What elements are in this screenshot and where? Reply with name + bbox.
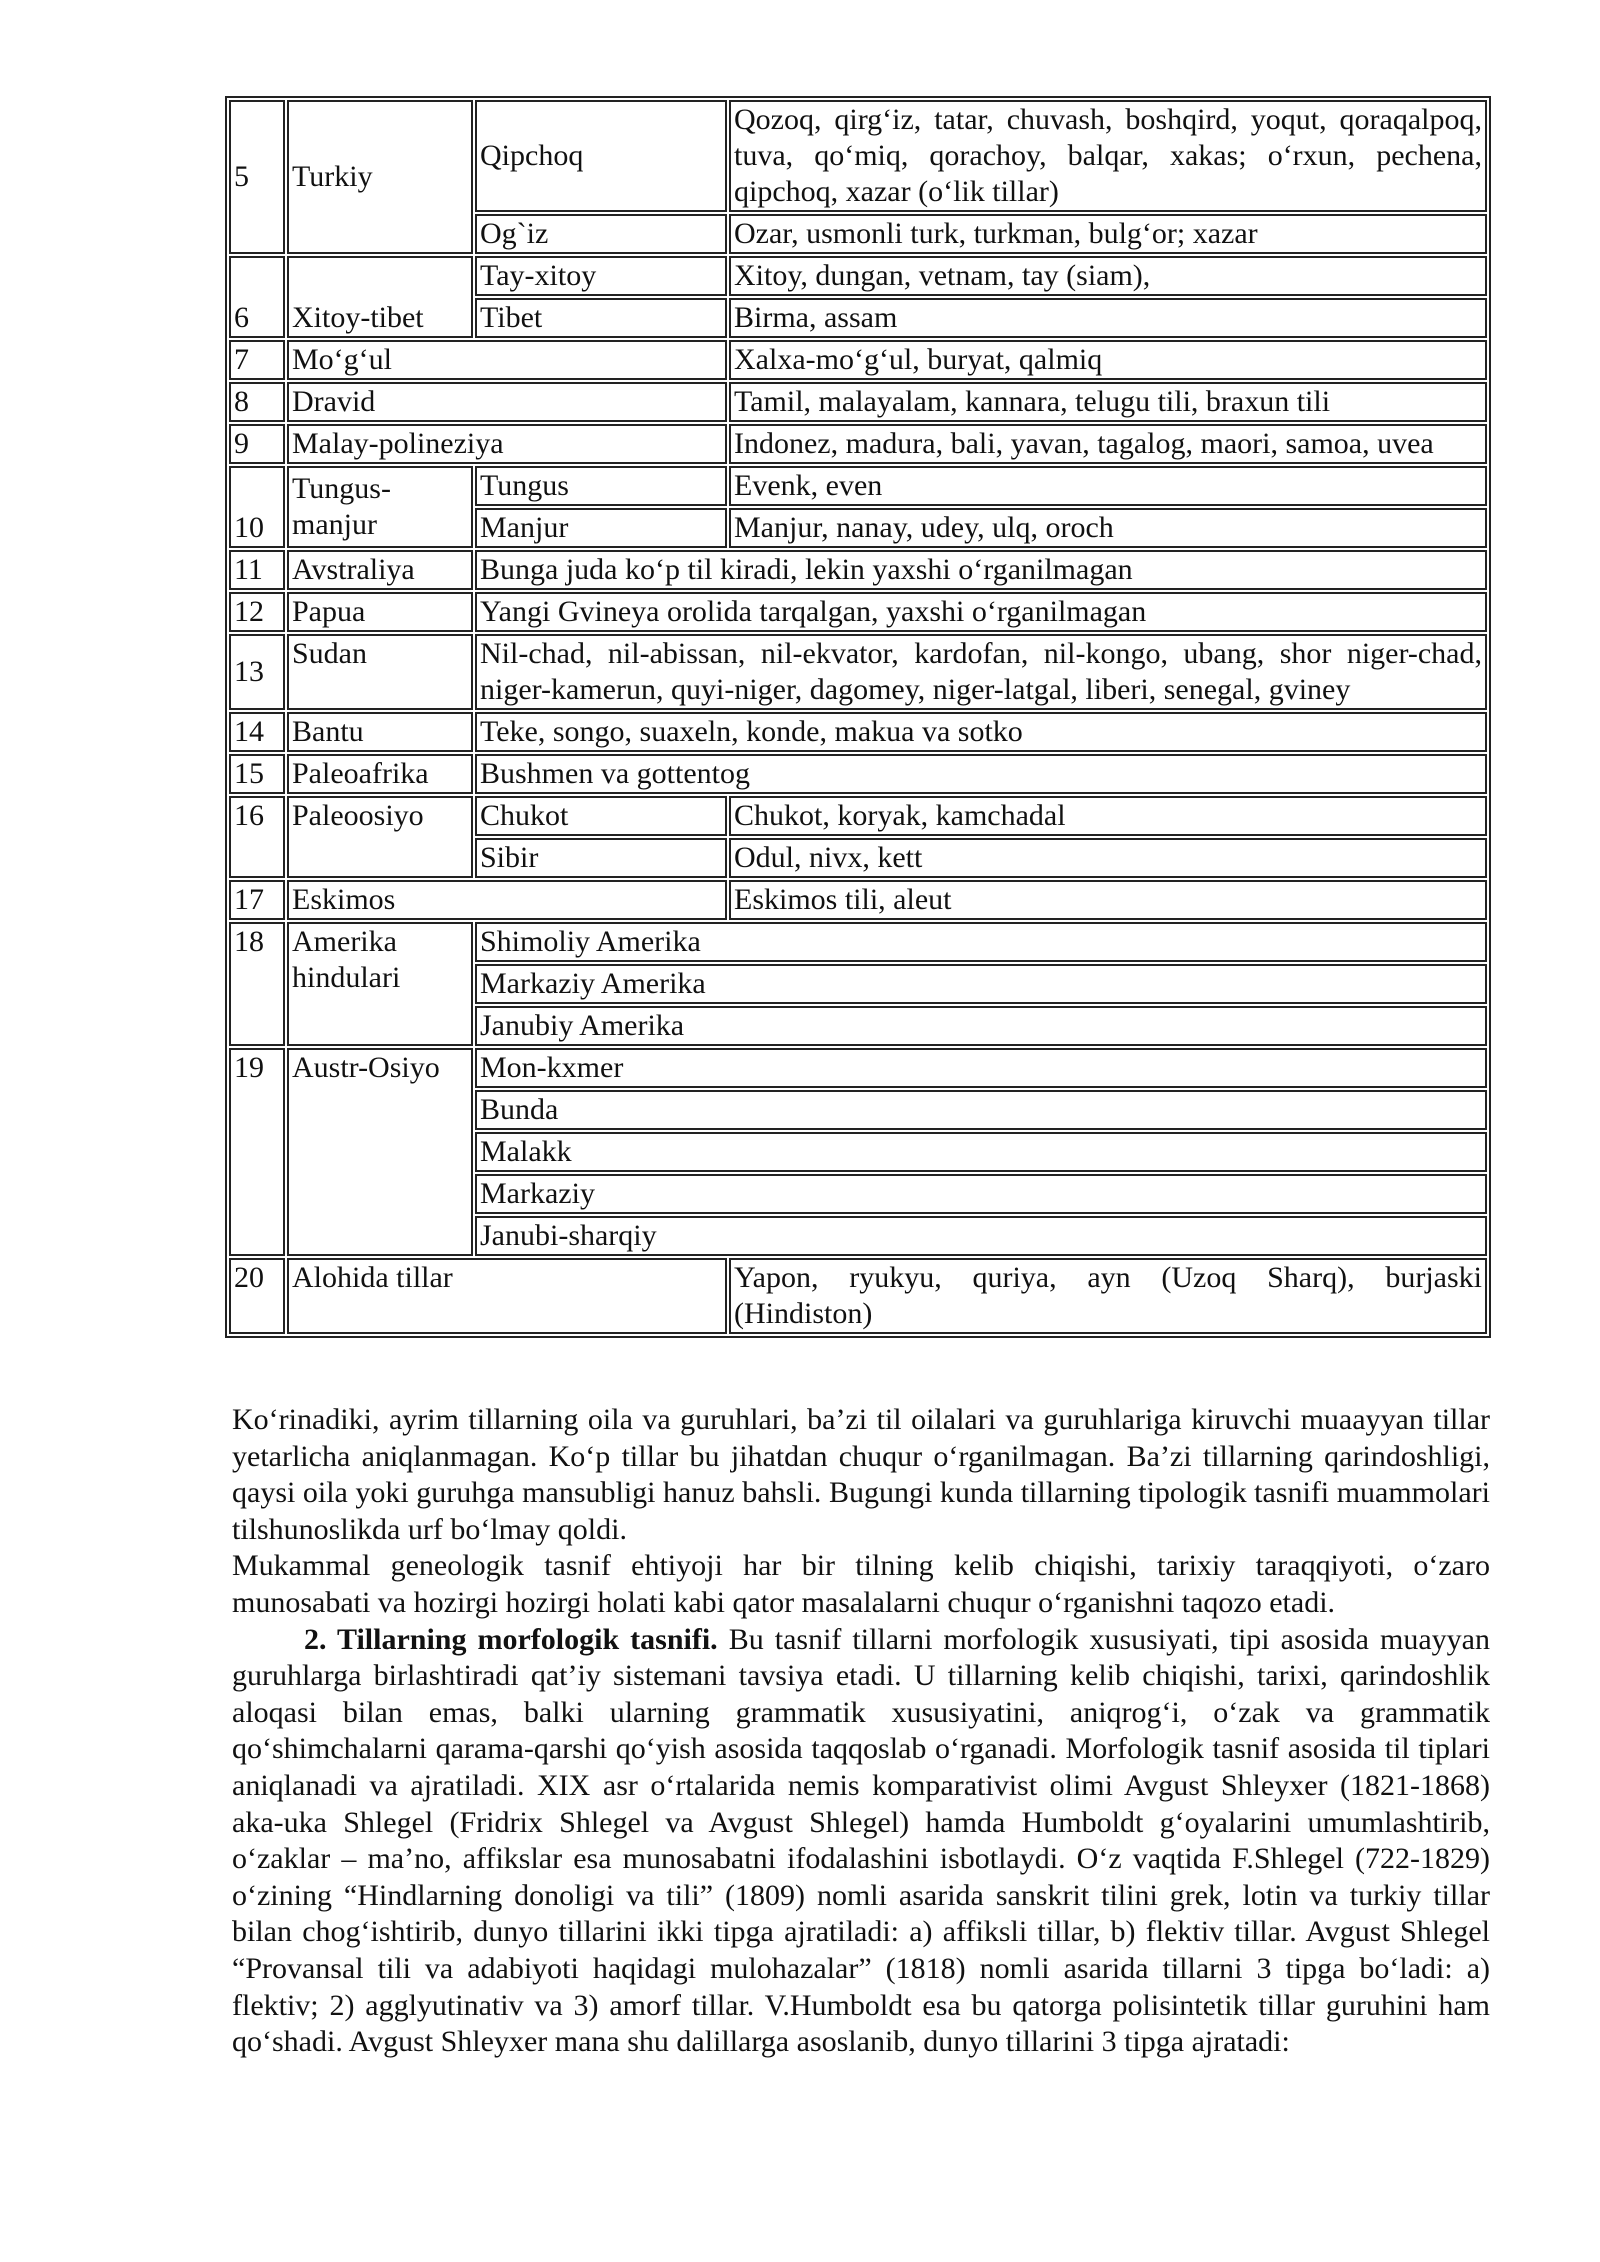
row-number: 12 xyxy=(229,592,285,632)
table-row xyxy=(229,256,1487,296)
family-name: Tungus-manjur xyxy=(287,466,473,548)
family-name: Bantu xyxy=(287,712,473,752)
table-row xyxy=(229,712,1487,752)
table-row xyxy=(229,424,1487,464)
table-row xyxy=(229,466,1487,506)
language-list: Eskimos tili, aleut xyxy=(729,880,1487,920)
table-row xyxy=(229,340,1487,380)
table-row xyxy=(229,592,1487,632)
language-list: Xalxa-mo‘g‘ul, buryat, qalmiq xyxy=(729,340,1487,380)
group-name: Tungus xyxy=(475,466,727,506)
row-number: 10 xyxy=(229,466,285,548)
family-name: Turkiy xyxy=(287,100,473,254)
family-description: Yangi Gvineya orolida tarqalgan, yaxshi o‘rganilmagan xyxy=(475,592,1487,632)
table-row xyxy=(229,550,1487,590)
family-description: Bunga juda ko‘p til kiradi, lekin yaxshi o‘rganilmagan xyxy=(475,550,1487,590)
body-text xyxy=(232,1402,1490,2061)
row-number: 5 xyxy=(229,100,285,254)
table-row xyxy=(229,1048,1487,1088)
table-row xyxy=(229,1258,1487,1334)
row-number: 14 xyxy=(229,712,285,752)
family-name: Malay-polineziya xyxy=(287,424,727,464)
family-name: Austr-Osiyo xyxy=(287,1048,473,1256)
row-number: 7 xyxy=(229,340,285,380)
paragraph: Ko‘rinadiki, ayrim tillarning oila va guruhlari, ba’zi til oilalari va guruhlariga kiruvchi muaayyan tillar yetarlicha aniqlanmagan. Ko‘p tillar bu jihatdan chuqur o‘rganilmagan. Ba’zi tillarning qarindoshligi, qaysi oila yoki guruhga mansubligi hanuz bahsli. Bugungi kunda tillarning tipologik tasnifi muammolari tilshunoslikda urf bo‘lmay qoldi. xyxy=(232,1403,1490,1546)
subgroup-name: Janubiy Amerika xyxy=(475,1006,1487,1046)
subgroup-name: Janubi-sharqiy xyxy=(475,1216,1487,1256)
family-description: Bushmen va gottentog xyxy=(475,754,1487,794)
language-list: Tamil, malayalam, kannara, telugu tili, braxun tili xyxy=(729,382,1487,422)
table-row xyxy=(229,880,1487,920)
row-number: 8 xyxy=(229,382,285,422)
family-name: Paleoosiyo xyxy=(287,796,473,878)
row-number: 20 xyxy=(229,1258,285,1334)
paragraph: Mukammal geneologik tasnif ehtiyoji har bir tilning kelib chiqishi, tarixiy taraqqiyoti, o‘zaro munosabati va hozirgi hozirgi holati kabi qator masalalarni chuqur o‘rganishni taqozo etadi. xyxy=(232,1549,1490,1619)
group-name: Chukot xyxy=(475,796,727,836)
group-name: Sibir xyxy=(475,838,727,878)
table-row xyxy=(229,634,1487,710)
language-list: Odul, nivx, kett xyxy=(729,838,1487,878)
paragraph-body: Bu tasnif tillarni morfologik xususiyati, tipi asosida muayyan guruhlarga birlashtiradi qat’iy sistemani tavsiya etadi. U tillarning kelib chiqishi, tarixi, qarindoshlik aloqasi bilan emas, balki ularning grammatik xususiyatini, aniqrog‘i, o‘zak va grammatik qo‘shimchalarni qarama-qarshi qo‘yish asosida taqqoslab o‘rganadi. Morfologik tasnif asosida til tiplari aniqlanadi va ajratiladi. XIX asr o‘rtalarida nemis komparativist olimi Avgust Shleyxer (1821-1868) aka-uka Shlegel (Fridrix Shlegel va Avgust Shlegel) hamda Humboldt g‘oyalarini umumlashtirib, o‘zaklar – ma’no, affikslar esa munosabatni ifodalashini isbotlaydi. O‘z vaqtida F.Shlegel (722-1829) o‘zining “Hindlarning donoligi va tili” (1809) nomli asarida sanskrit tilini grek, lotin va turkiy tillar bilan chog‘ishtirib, dunyo tillarini ikki tipga ajratiladi: a) affiksli tillar, b) flektiv tillar. Avgust Shlegel “Provansal tili va adabiyoti haqidagi mulohazalar” (1818) nomli asarida tillarni 3 tipga bo‘ladi: a) flektiv; 2) agglyutinativ va 3) amorf tillar. V.Humboldt esa bu qatorga polisintetik tillar guruhini ham qo‘shadi. Avgust Shleyxer mana shu dalillarga asoslanib, dunyo tillarini 3 tipga ajratadi: xyxy=(232,1622,1490,2059)
family-name: Xitoy-tibet xyxy=(287,256,473,338)
row-number: 16 xyxy=(229,796,285,878)
language-list: Yapon, ryukyu, quriya, ayn (Uzoq Sharq), burjaski (Hindiston) xyxy=(729,1258,1487,1334)
family-description: Nil-chad, nil-abissan, nil-ekvator, kardofan, nil-kongo, ubang, shor niger-chad, niger-kamerun, quyi-niger, dagomey, niger-latgal, liberi, senegal, gviney xyxy=(475,634,1487,710)
paragraph xyxy=(232,1622,1490,2061)
row-number: 15 xyxy=(229,754,285,794)
subgroup-name: Shimoliy Amerika xyxy=(475,922,1487,962)
row-number: 6 xyxy=(229,256,285,338)
language-list: Qozoq, qirg‘iz, tatar, chuvash, boshqird, yoqut, qoraqalpoq, tuva, qo‘miq, qorachoy, balqar, xakas; o‘rxun, pechena, qipchoq, xazar (o‘lik tillar) xyxy=(729,100,1487,212)
group-name: Tibet xyxy=(475,298,727,338)
family-name: Amerika hindulari xyxy=(287,922,473,1046)
family-name: Dravid xyxy=(287,382,727,422)
group-name: Og`iz xyxy=(475,214,727,254)
row-number: 18 xyxy=(229,922,285,1046)
section-heading: 2. Tillarning morfologik tasnifi. xyxy=(304,1622,718,1656)
table-row xyxy=(229,382,1487,422)
family-name: Avstraliya xyxy=(287,550,473,590)
subgroup-name: Markaziy Amerika xyxy=(475,964,1487,1004)
subgroup-name: Markaziy xyxy=(475,1174,1487,1214)
language-list: Xitoy, dungan, vetnam, tay (siam), xyxy=(729,256,1487,296)
language-list: Manjur, nanay, udey, ulq, oroch xyxy=(729,508,1487,548)
row-number: 9 xyxy=(229,424,285,464)
family-name: Eskimos xyxy=(287,880,727,920)
row-number: 11 xyxy=(229,550,285,590)
subgroup-name: Mon-kxmer xyxy=(475,1048,1487,1088)
group-name: Qipchoq xyxy=(475,100,727,212)
language-list: Indonez, madura, bali, yavan, tagalog, maori, samoa, uvea xyxy=(729,424,1487,464)
table-row xyxy=(229,100,1487,212)
family-name: Mo‘g‘ul xyxy=(287,340,727,380)
language-classification-table xyxy=(225,96,1491,1338)
row-number: 17 xyxy=(229,880,285,920)
family-name: Sudan xyxy=(287,634,473,710)
language-list: Chukot, koryak, kamchadal xyxy=(729,796,1487,836)
language-list: Ozar, usmonli turk, turkman, bulg‘or; xazar xyxy=(729,214,1487,254)
table-row xyxy=(229,796,1487,836)
family-name: Papua xyxy=(287,592,473,632)
language-list: Birma, assam xyxy=(729,298,1487,338)
subgroup-name: Bunda xyxy=(475,1090,1487,1130)
row-number: 13 xyxy=(229,634,285,710)
table-row xyxy=(229,922,1487,962)
table-row xyxy=(229,754,1487,794)
family-name: Alohida tillar xyxy=(287,1258,727,1334)
language-list: Evenk, even xyxy=(729,466,1487,506)
subgroup-name: Malakk xyxy=(475,1132,1487,1172)
group-name: Tay-xitoy xyxy=(475,256,727,296)
group-name: Manjur xyxy=(475,508,727,548)
family-description: Teke, songo, suaxeln, konde, makua va sotko xyxy=(475,712,1487,752)
row-number: 19 xyxy=(229,1048,285,1256)
family-name: Paleoafrika xyxy=(287,754,473,794)
